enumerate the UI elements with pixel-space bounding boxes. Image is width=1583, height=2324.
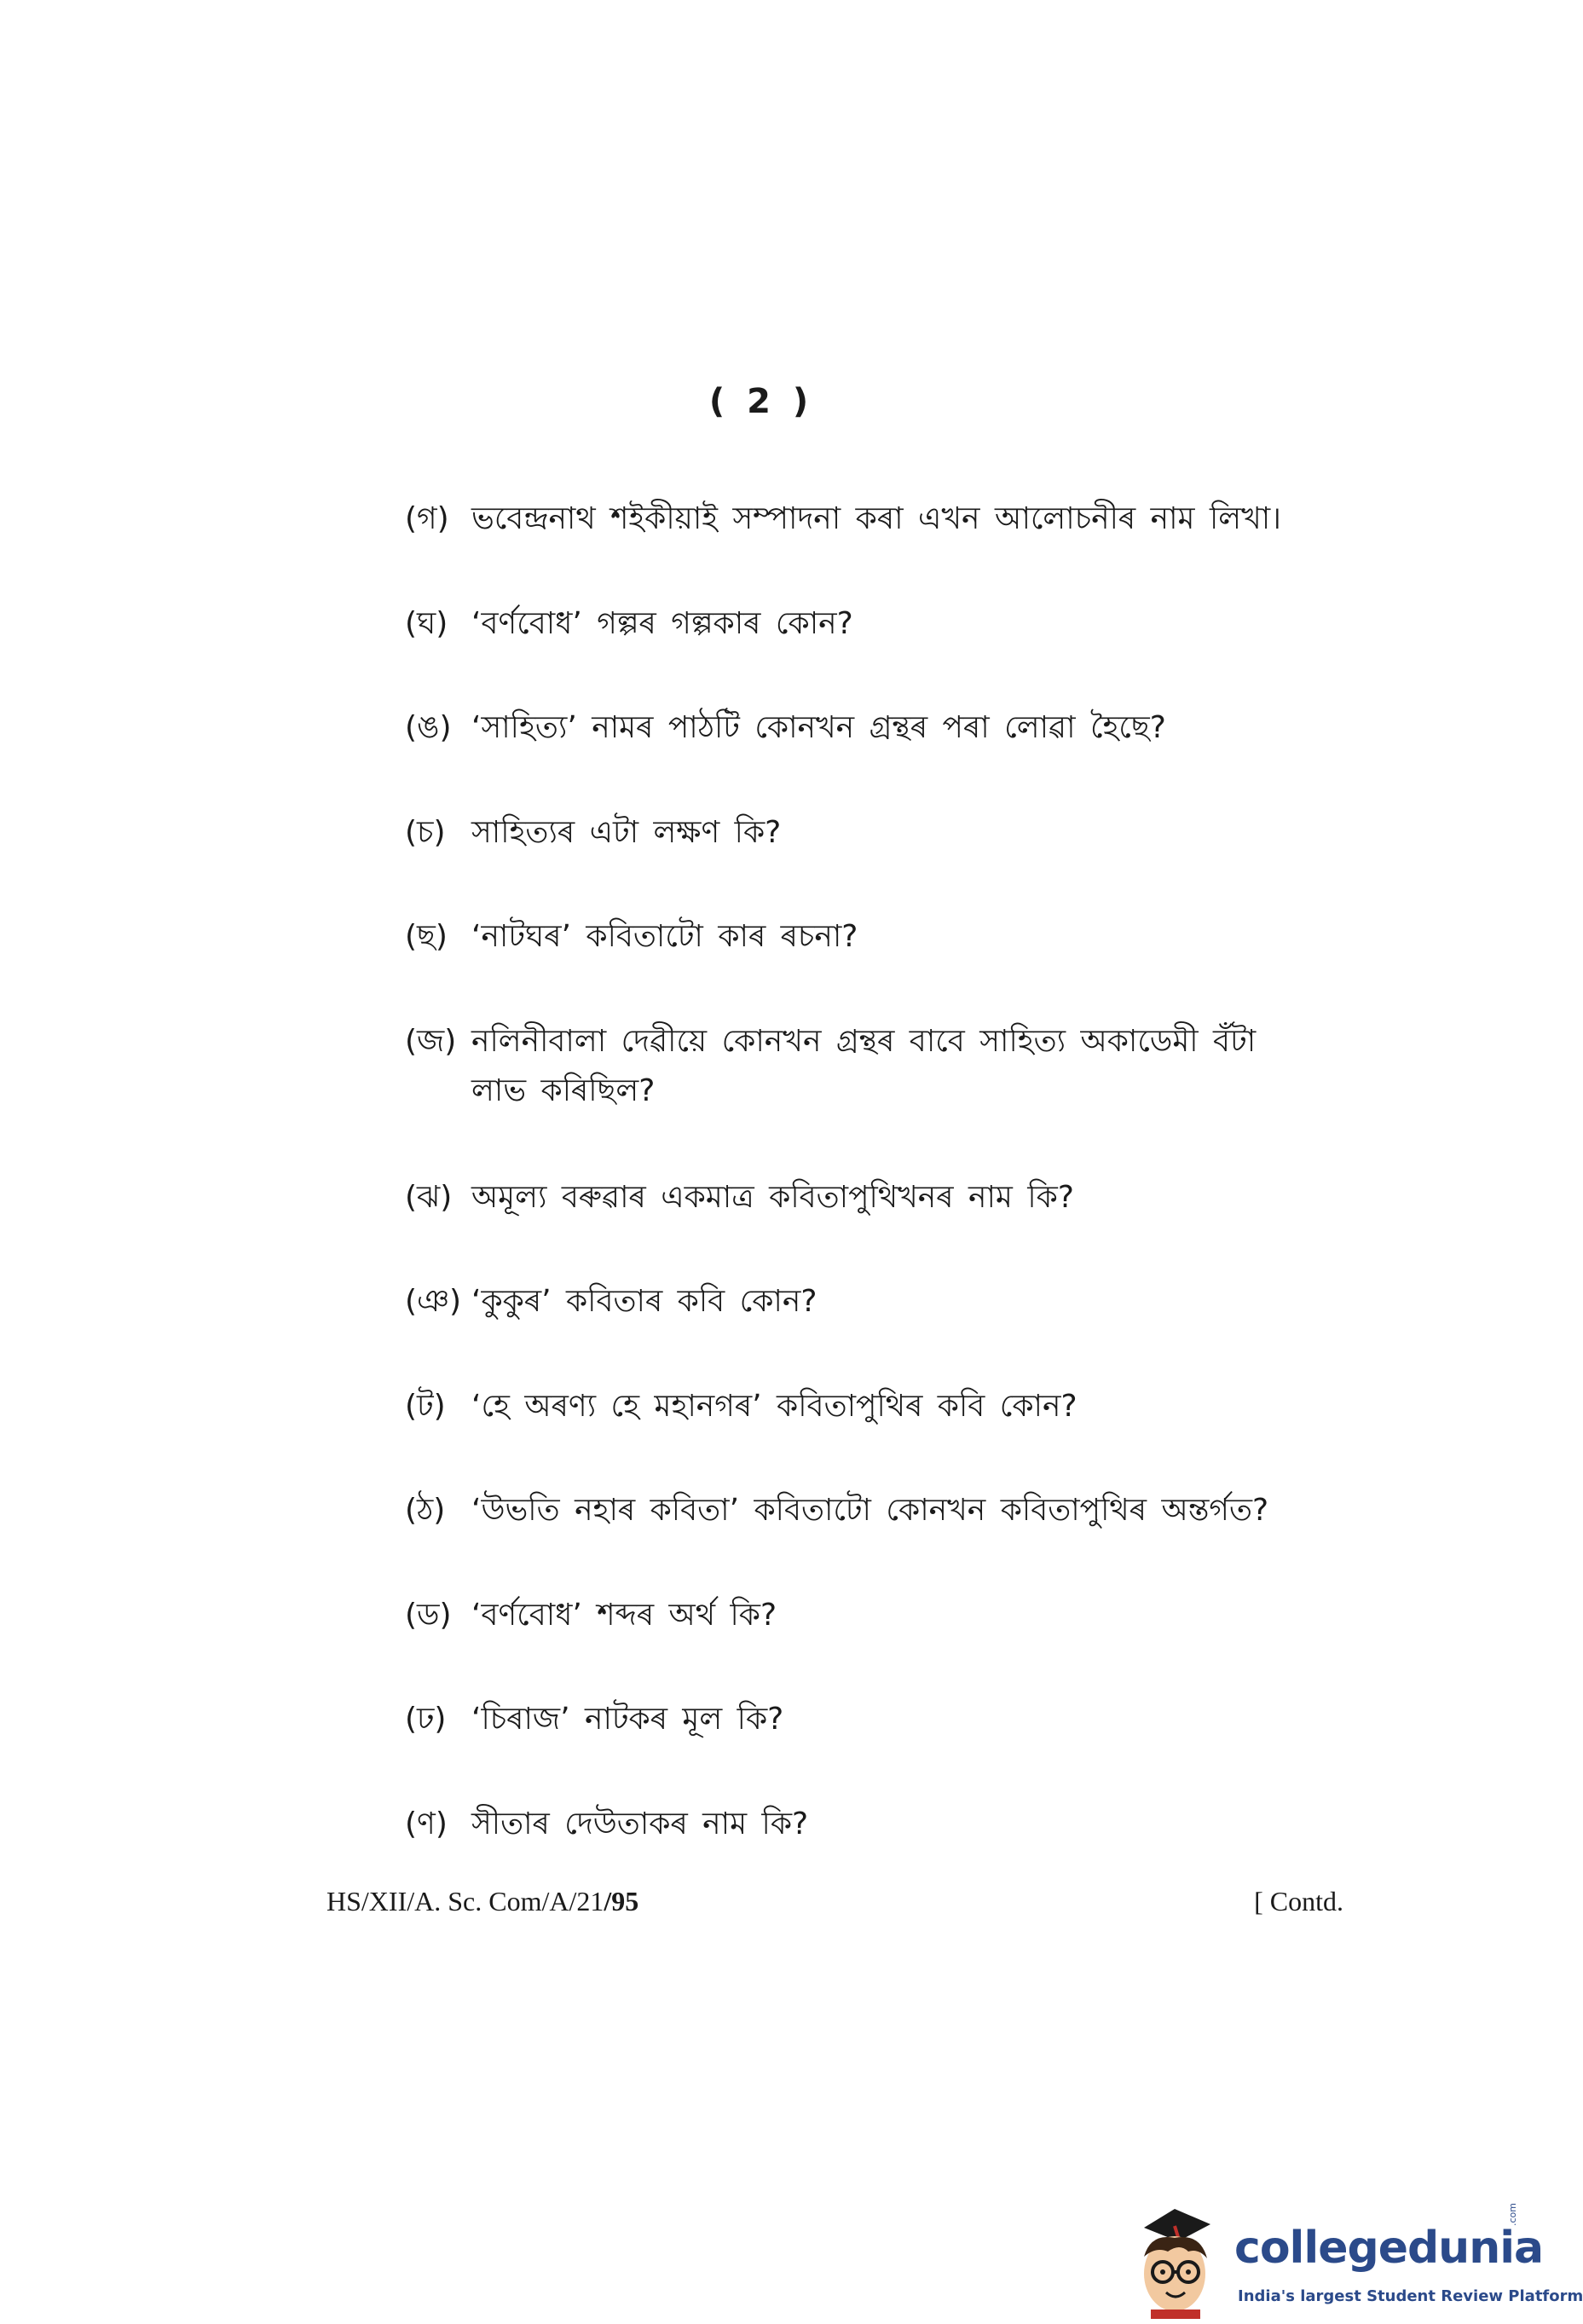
question-item — [405, 494, 1291, 599]
page-number: ( 2 ) — [708, 382, 814, 421]
question-label: (জ) — [405, 1023, 457, 1059]
contd-label: [ Contd. — [1254, 1886, 1343, 1916]
question-label: (গ) — [405, 501, 449, 536]
question-text: সীতাৰ দেউতাকৰ নাম কি? — [471, 1806, 809, 1841]
question-text: ‘উভতি নহাৰ কবিতা’ কবিতাটো কোনখন কবিতাপুথিৰ অন্তৰ্গত? — [471, 1493, 1269, 1528]
question-item — [405, 1695, 1291, 1800]
question-text: অমূল্য বৰুৱাৰ একমাত্ৰ কবিতাপুথিখনৰ নাম কি? — [471, 1179, 1074, 1215]
question-label: (ঢ) — [405, 1702, 447, 1737]
question-item — [405, 912, 1291, 1017]
collegedunia-logo — [1125, 2203, 1583, 2319]
question-item — [405, 1277, 1291, 1382]
question-text: ‘নাটঘৰ’ কবিতাটো কাৰ ৰচনা? — [471, 919, 858, 954]
paper-code-prefix: HS/XII/A. Sc. Com/A/21 — [326, 1886, 604, 1916]
brand-domain: .com — [1507, 2203, 1518, 2226]
question-item — [405, 1173, 1291, 1278]
question-label: (ঙ) — [405, 710, 452, 745]
question-label: (চ) — [405, 814, 446, 850]
question-text: ভবেন্দ্ৰনাথ শইকীয়াই সম্পাদনা কৰা এখন আলোচনীৰ নাম লিখা। — [471, 501, 1282, 536]
question-text: ‘বৰ্ণবোধ’ শব্দৰ অৰ্থ কি? — [471, 1597, 777, 1633]
brand-tagline: India's largest Student Review Platform — [1238, 2287, 1583, 2305]
question-item — [405, 1486, 1291, 1591]
question-label: (ঘ) — [405, 605, 448, 641]
question-label: (ড) — [405, 1597, 452, 1633]
question-item — [405, 1017, 1291, 1173]
question-text: ‘কুকুৰ’ কবিতাৰ কবি কোন? — [471, 1284, 817, 1319]
question-label: (ঝ) — [405, 1179, 453, 1215]
question-item — [405, 808, 1291, 913]
brand-name: collegedunia — [1234, 2223, 1544, 2274]
question-text: ‘চিৰাজ’ নাটকৰ মূল কি? — [471, 1702, 784, 1737]
page-footer — [326, 1886, 1343, 1917]
mascot-icon — [1125, 2204, 1228, 2319]
question-label: (ঞ) — [405, 1284, 462, 1319]
question-text: সাহিত্যৰ এটা লক্ষণ কি? — [471, 814, 782, 850]
question-text: ‘বৰ্ণবোধ’ গল্পৰ গল্পকাৰ কোন? — [471, 605, 853, 641]
question-item — [405, 1591, 1291, 1696]
question-text: নলিনীবালা দেৱীয়ে কোনখন গ্ৰন্থৰ বাবে সাহিত্য অকাডেমী বঁটা লাভ কৰিছিল? — [471, 1023, 1257, 1108]
question-label: (ছ) — [405, 919, 448, 954]
question-label: (ণ) — [405, 1806, 448, 1841]
question-text: ‘হে অৰণ্য হে মহানগৰ’ কবিতাপুথিৰ কবি কোন? — [471, 1388, 1077, 1424]
question-item — [405, 703, 1291, 808]
paper-code-suffix: /95 — [604, 1886, 639, 1916]
question-item — [405, 599, 1291, 704]
question-item — [405, 1382, 1291, 1487]
question-label: (ঠ) — [405, 1493, 446, 1528]
paper-code — [326, 1886, 638, 1917]
question-list — [405, 494, 1291, 1904]
question-text: ‘সাহিত্য’ নামৰ পাঠটি কোনখন গ্ৰন্থৰ পৰা লোৱা হৈছে? — [471, 710, 1166, 745]
question-label: (ট) — [405, 1388, 446, 1424]
